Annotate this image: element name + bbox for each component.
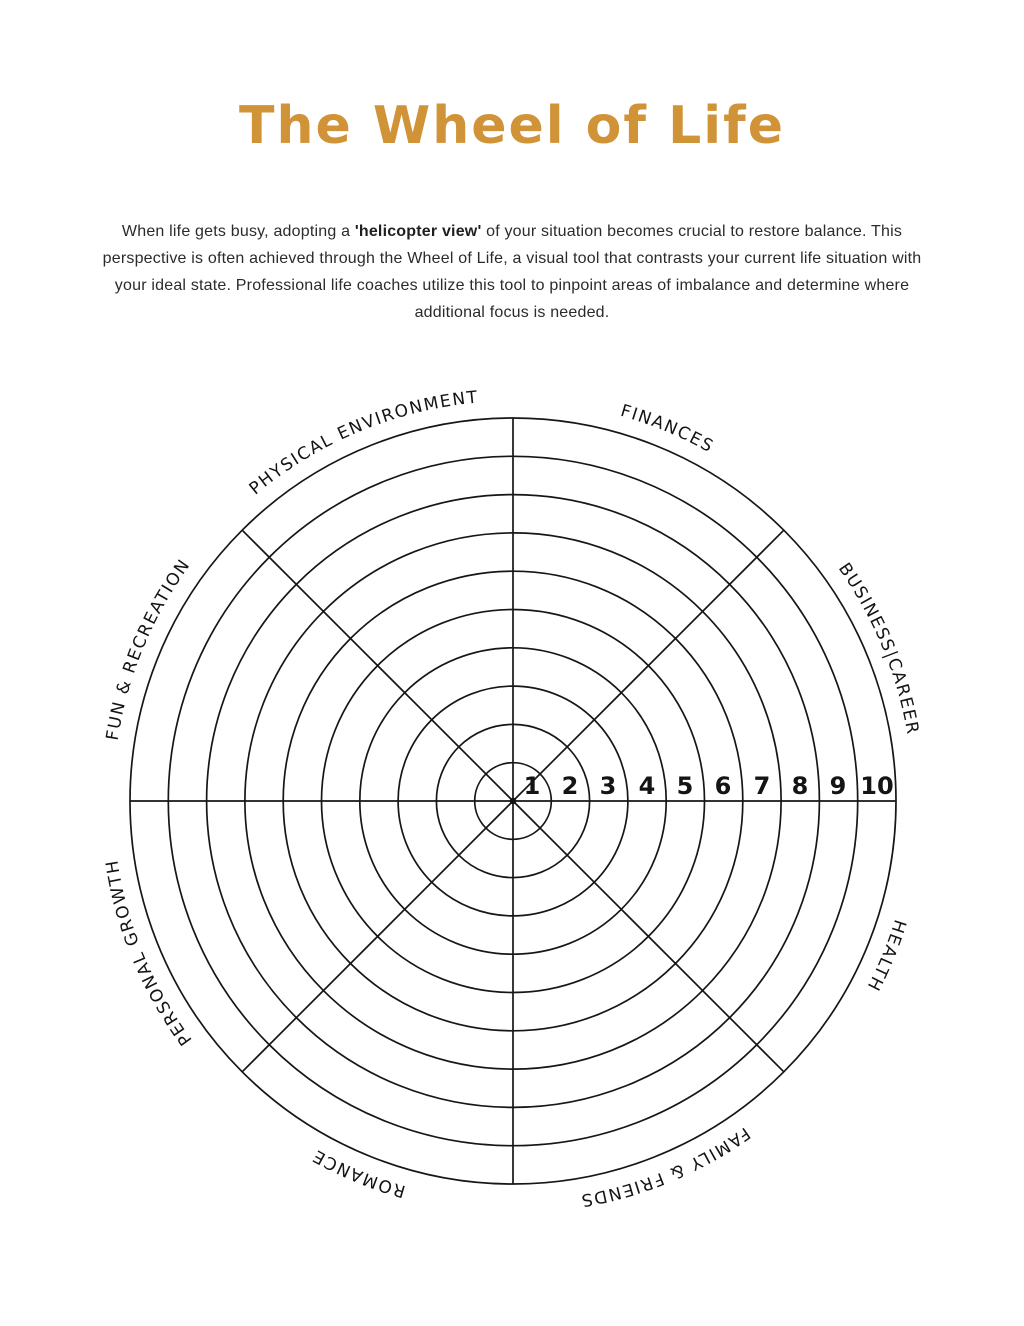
svg-text:FAMILY & FRIENDS (578, 1123, 753, 1211)
svg-text:BUSINESS|CAREER (834, 559, 922, 736)
svg-text:ROMANCE (309, 1145, 408, 1201)
sector-label-family-friends: FAMILY & FRIENDS (578, 1122, 754, 1211)
sector-label-physical-environment: PHYSICAL ENVIRONMENT (245, 387, 480, 500)
svg-text:FINANCES (618, 401, 717, 457)
scale-number-10: 10 (860, 772, 894, 800)
sector-label-finances: FINANCES (618, 401, 718, 458)
intro-text-before: When life gets busy, adopting a (121, 223, 355, 240)
scale-number-5: 5 (676, 772, 694, 800)
sector-label-health: HEALTH (862, 917, 910, 995)
scale-numbers (524, 772, 894, 800)
scale-number-9: 9 (829, 772, 847, 800)
scale-number-3: 3 (599, 772, 617, 800)
sector-label-business-career: BUSINESS|CAREER (834, 559, 923, 737)
scale-number-4: 4 (638, 772, 656, 800)
wheel-spokes (130, 418, 896, 1184)
svg-text:HEALTH (862, 917, 909, 995)
sector-label-personal-growth: PERSONAL GROWTH (102, 857, 197, 1050)
scale-number-7: 7 (753, 772, 771, 800)
scale-number-8: 8 (791, 772, 809, 800)
scale-number-6: 6 (714, 772, 732, 800)
sector-label-romance: ROMANCE (308, 1144, 408, 1201)
svg-text:FUN & RECREATION (103, 555, 195, 742)
intro-text-after: of your situation becomes crucial to restore balance. This perspective is often achieved through the Wheel of Life, a visual tool that contrasts your current life situation with your ideal state. Professional life coaches utilize this tool to pinpoint areas of imbalance and determine where additional focus is needed. (102, 223, 922, 321)
page-title: The Wheel of Life (238, 96, 785, 156)
center-dot (510, 798, 516, 804)
scale-number-2: 2 (561, 772, 579, 800)
svg-text:PHYSICAL ENVIRONMENT (246, 387, 480, 499)
svg-text:PERSONAL GROWTH (102, 858, 196, 1049)
sector-label-fun-recreation: FUN & RECREATION (102, 555, 195, 742)
scale-number-1: 1 (523, 772, 541, 800)
intro-text-bold: 'helicopter view' (354, 223, 482, 240)
